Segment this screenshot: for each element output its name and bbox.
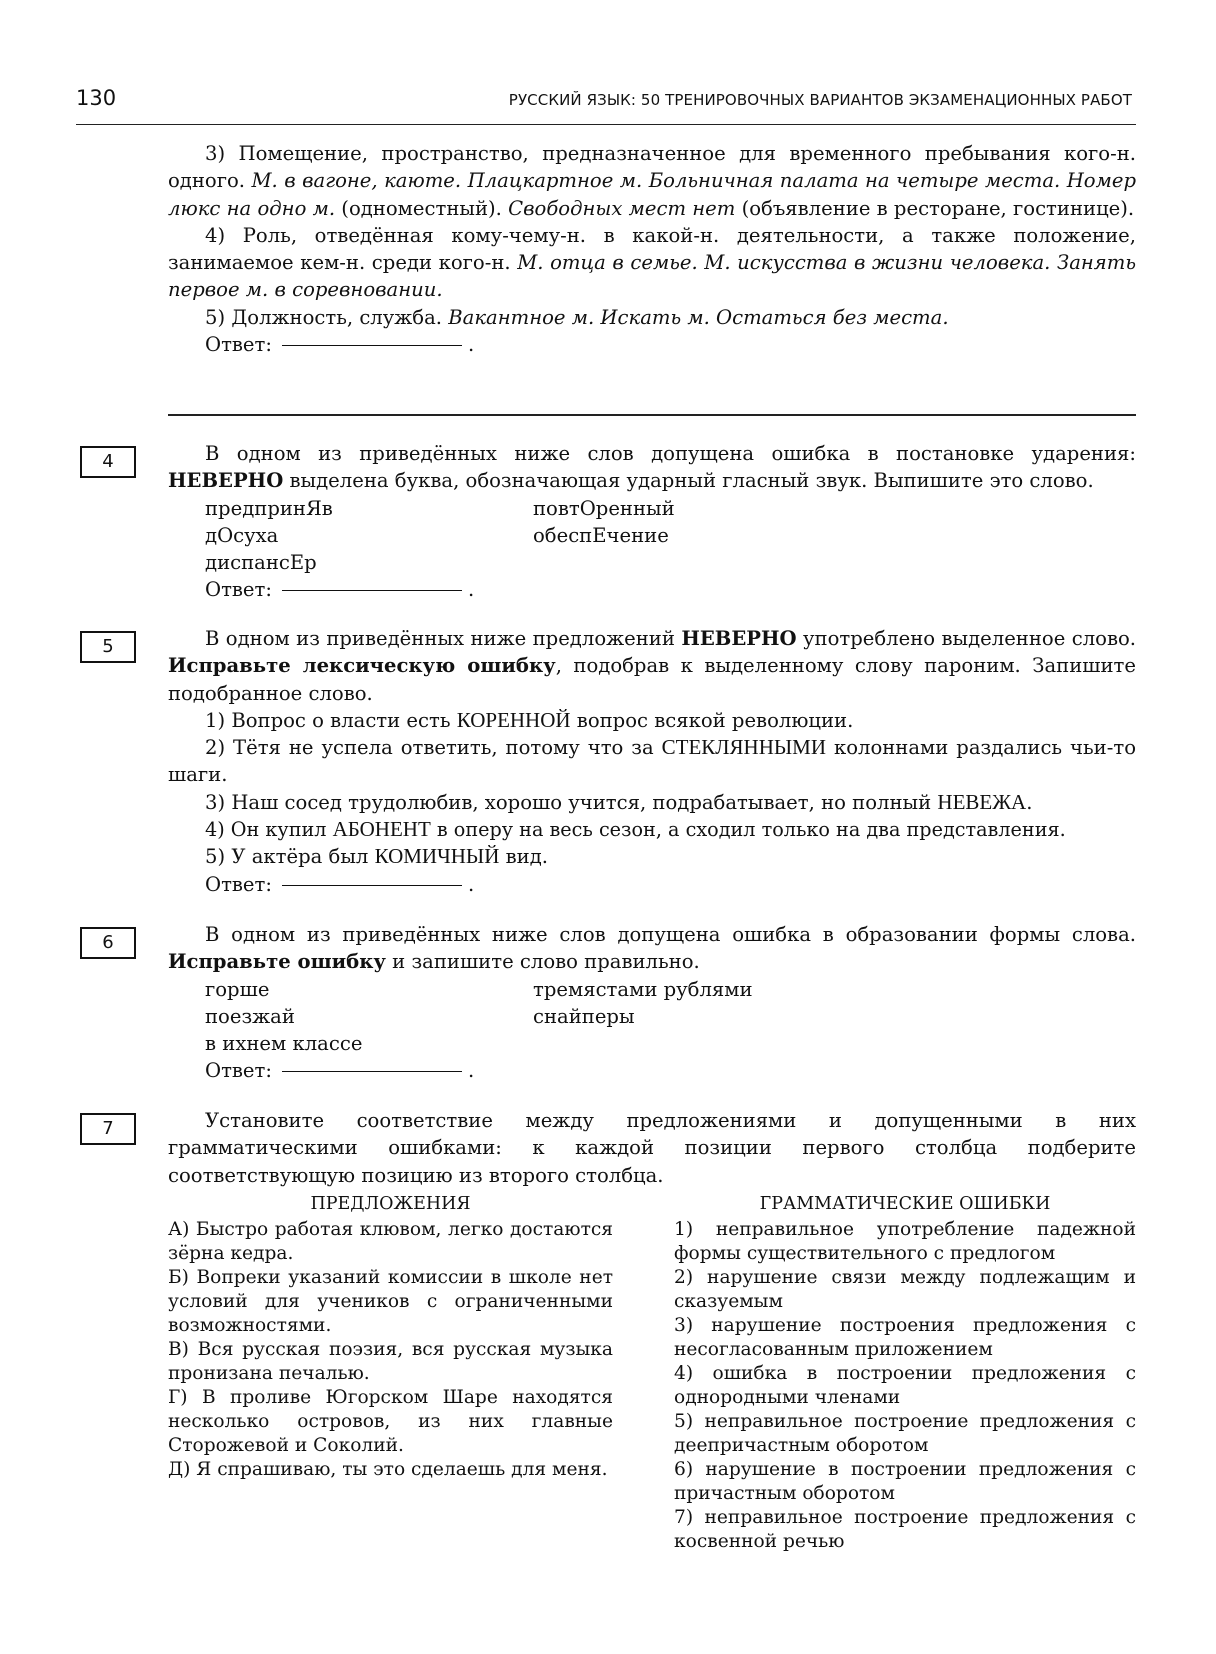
definition-5: 5) Должность, служба. Вакантное м. Искать м. Остаться без места.	[205, 305, 949, 329]
definition-4: 4) Роль, отведённая кому-чему-н. в какой-н. деятельности, а также положение, занимаемое кем-н. среди кого-н. М. отца в семье. М. искусства в жизни человека. Занять первое м. в соревновании.	[168, 223, 1136, 302]
sentence-item: 2) Тётя не успела ответить, потому что за СТЕКЛЯННЫМИ колоннами раздались чьи-то шаги.	[168, 735, 1136, 787]
task-number-5: 5	[80, 631, 136, 663]
task-4-words	[205, 495, 1136, 577]
sentence-option: Г) В проливе Югорском Шаре находятся несколько островов, из них главные Сторожевой и Соколий.	[168, 1387, 613, 1456]
definition-3: 3) Помещение, пространство, предназначенное для временного пребывания кого-н. одного. М. в вагоне, каюте. Плацкартное м. Больничная палата на четыре места. Номер люкс на одно м. (одноместный). Свободных мест нет (объявление в ресторане, гостинице).	[168, 142, 1136, 220]
word-item: тремястами рублями	[533, 977, 753, 1001]
word-item: обеспЕчение	[533, 523, 669, 547]
error-option: 6) нарушение в построении предложения с причастным оборотом	[674, 1459, 1136, 1504]
answer-field-6[interactable]: Ответ: .	[205, 1059, 475, 1083]
section-divider	[168, 414, 1136, 416]
answer-field-3[interactable]: Ответ: .	[205, 333, 475, 357]
task-7-intro: Установите соответствие между предложениями и допущенными в них грамматическими ошибками: к каждой позиции первого столбца подберите соответствующую позицию из второго столбца.	[168, 1109, 1136, 1187]
word-item: в ихнем классе	[205, 1032, 363, 1056]
sentence-option: В) Вся русская поэзия, вся русская музыка пронизана печалью.	[168, 1339, 613, 1384]
sentences-column	[168, 1192, 613, 1482]
answer-field-4[interactable]: Ответ: .	[205, 578, 475, 602]
task-4	[168, 440, 1136, 604]
task-5-intro: В одном из приведённых ниже предложений НЕВЕРНО употреблено выделенное слово. Исправьте лексическую ошибку, подобрав к выделенному слову пароним. Запишите подобранное слово.	[168, 627, 1136, 705]
word-item: снайперы	[533, 1004, 635, 1028]
task-number-6: 6	[80, 927, 136, 959]
page-number: 130	[76, 86, 117, 110]
page-header	[76, 86, 1136, 125]
sentence-option: Д) Я спрашиваю, ты это сделаешь для меня.	[168, 1459, 608, 1480]
sentence-item: 4) Он купил АБОНЕНТ в оперу на весь сезон, а сходил только на два представления.	[205, 817, 1066, 842]
task-6	[168, 921, 1136, 1085]
task-number-4: 4	[80, 446, 136, 478]
error-option: 3) нарушение построения предложения с несогласованным приложением	[674, 1315, 1136, 1360]
answer-field-5[interactable]: Ответ: .	[205, 872, 475, 896]
word-item: повтОренный	[533, 496, 675, 520]
sentence-item: 5) У актёра был КОМИЧНЫЙ вид.	[205, 844, 549, 869]
sentence-option: А) Быстро работая клювом, легко достаются зёрна кедра.	[168, 1219, 613, 1264]
error-option: 1) неправильное употребление падежной формы существительного с предлогом	[674, 1219, 1136, 1264]
task-number-7: 7	[80, 1113, 136, 1145]
sentence-item: 1) Вопрос о власти есть КОРЕННОЙ вопрос всякой революции.	[205, 707, 854, 732]
error-option: 5) неправильное построение предложения с деепричастным оборотом	[674, 1411, 1136, 1456]
word-item: поезжай	[205, 1004, 295, 1028]
task3-continuation	[168, 140, 1136, 358]
sentences-header: ПРЕДЛОЖЕНИЯ	[310, 1194, 471, 1214]
word-item: предпринЯв	[205, 496, 333, 520]
sentence-item: 3) Наш сосед трудолюбив, хорошо учится, подрабатывает, но полный НЕВЕЖА.	[205, 789, 1033, 814]
error-option: 4) ошибка в построении предложения с однородными членами	[674, 1363, 1136, 1408]
task-7	[168, 1107, 1136, 1189]
task-5	[168, 625, 1136, 898]
errors-header: ГРАММАТИЧЕСКИЕ ОШИБКИ	[759, 1194, 1051, 1214]
task-6-words	[205, 976, 1136, 1058]
task-4-intro: В одном из приведённых ниже слов допущена ошибка в постановке ударения: НЕВЕРНО выделена буква, обозначающая ударный гласный звук. Выпишите это слово.	[168, 442, 1136, 493]
word-item: диспансЕр	[205, 551, 317, 575]
running-title: РУССКИЙ ЯЗЫК: 50 ТРЕНИРОВОЧНЫХ ВАРИАНТОВ ЭКЗАМЕНАЦИОННЫХ РАБОТ	[508, 91, 1132, 109]
word-item: дОсуха	[205, 523, 279, 547]
word-item: горше	[205, 977, 270, 1001]
sentence-option: Б) Вопреки указаний комиссии в школе нет условий для учеников с ограниченными возможностями.	[168, 1267, 613, 1336]
error-option: 2) нарушение связи между подлежащим и сказуемым	[674, 1267, 1136, 1312]
task-6-intro: В одном из приведённых ниже слов допущена ошибка в образовании формы слова. Исправьте ошибку и запишите слово правильно.	[168, 923, 1136, 974]
errors-column	[674, 1192, 1136, 1554]
error-option: 7) неправильное построение предложения с косвенной речью	[674, 1507, 1136, 1552]
